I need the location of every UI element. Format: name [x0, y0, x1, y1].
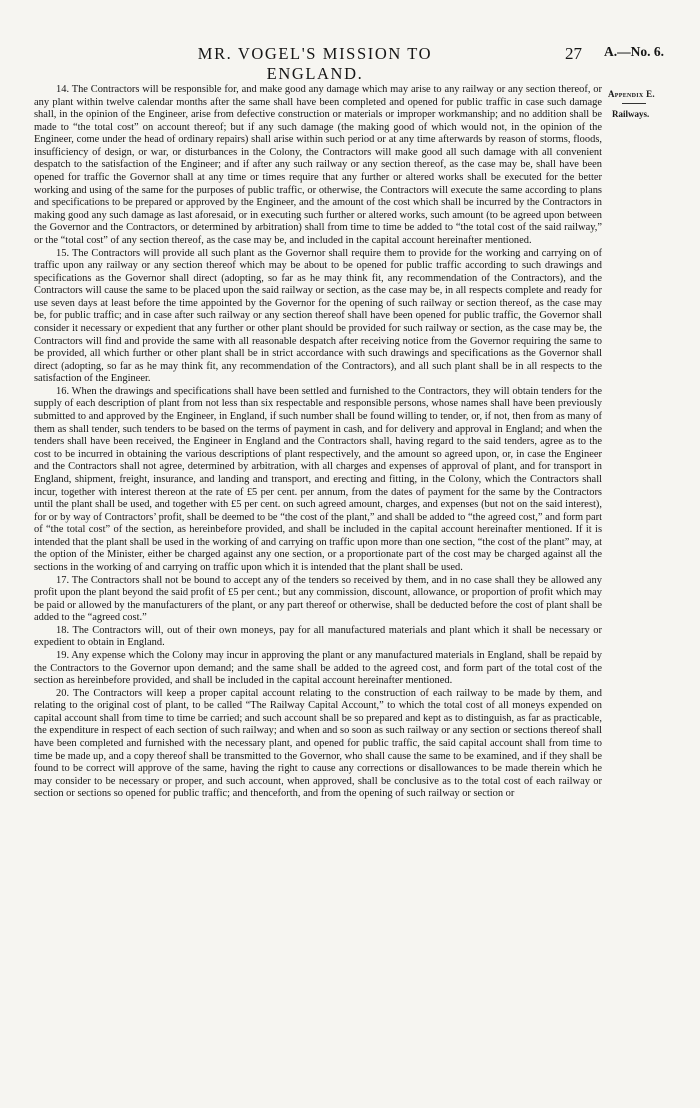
paragraph-18: 18. The Contractors will, out of their own moneys, pay for all manufactured materials and plant which it shall be necessary or expedient to obtain in England.	[34, 624, 602, 649]
paragraph-19: 19. Any expense which the Colony may incur in approving the plant or any manufactured materials in England, shall be repaid by the Contractors to the Governor upon demand; and the same shall be added to the agreed cost, and form part of the total cost of the section as hereinbefore provided, and shall be included in the capital account hereinafter mentioned.	[34, 650, 602, 687]
paragraph-14: 14. The Contractors will be responsible for, and make good any damage which may arise to any railway or any section thereof, or any plant within twelve calendar months after the same shall have been completed and opened for public traffic in case such damage shall, in the opinion of the Engineer, arise from defective construction or materials or improper workmanship; and no addition shall be made to “the total cost” on account thereof; but if any such damage (the making good of which would not, in the opinion of the Engineer, come under the head of ordinary repairs) shall arise within such period or at any time afterwards by reason of storms, floods, insufficiency of design, or war, or disturbances in the Colony, the Contractors will make good all such damage with all convenient despatch to the satisfaction of the Engineer; and if after any such railway or any section thereof, as the case may be, shall have been opened for traffic the Governor shall at any time or times require that any further or altered works shall be executed for the better working and using of the same for the purposes of public traffic, or otherwise, the Contractors will execute the same according to plans and specifications to be prepared or approved by the Engineer, and the amount of the cost which shall be incurred by the Contractors in making good any such damage as last aforesaid, or in executing such further or altered works, such amount (to be agreed upon between the Governor and the Contractors, or determined by arbitration) shall from time to time be added to “the total cost of the said railway,” or the “total cost” of any section thereof, as the case may be, and included in the capital account hereinafter mentioned.	[34, 84, 602, 246]
margin-note	[608, 88, 688, 120]
margin-note-rule	[622, 103, 646, 104]
paragraph-15: 15. The Contractors will provide all such plant as the Governor shall require them to provide for the working and carrying on of traffic upon any railway or any section thereof which may be about to be opened for public traffic according to such drawings and specifications as the Governor shall direct (adopting, so far as he may think fit, any recommendation of the Contractors), and the Contractors will cause the same to be placed upon the said railway or section, as the case may be, in all respects complete and ready for use seven days at least before the time appointed by the Governor for the opening of such railway or section thereof, as the case may be, for public traffic; and in case after such railway or any section thereof shall have been opened for public traffic, the Governor shall consider it necessary or expedient that any further or other plant should be provided for such railway or section, as the case may be, the Contractors will find and provide the same with all reasonable despatch after receiving notice from the Governor requiring the same to be provided, all which further or other plant shall be in strict accordance with such drawings and specifications as the Governor shall direct (adopting, so far as he may think fit, any recommendation of the Contractors), and all such plant shall be in all respects to the satisfaction of the Engineer.	[34, 247, 602, 385]
margin-note-subject: Railways.	[612, 109, 650, 119]
document-reference: A.—No. 6.	[604, 44, 664, 59]
page-header	[0, 44, 700, 83]
body-text	[34, 84, 602, 801]
paragraph-16: 16. When the drawings and specifications shall have been settled and furnished to the Contractors, they will obtain tenders for the supply of each description of plant from not less than six respectable and responsible persons, whose names shall have been previously submitted to and approved by the Engineer, in England, if such number shall be found willing to tender, or, if not, then from as many of them as shall tender, such tenders to be based on the terms of payment in cash, and for delivery and approval in England; and when the tenders shall have been received, the Engineer in England and the Contractors shall, having regard to the said tenders, agree as to the cost to be incurred in obtaining the various descriptions of plant respectively, and the amount so agreed upon, or, in case the Engineer and the Contractors shall not agree, determined by arbitration, with all charges and expenses of approval of plant, and for transport in England, shipment, freight, insurance, and landing and transport, and erecting and fitting, in the Colony, which the Contractors shall incur, together with interest thereon at the rate of £5 per cent. per annum, from the dates of payment for the same by the Contractors until the plant shall be used, and together with £5 per cent. on such agreed amount, charges, and expenses (but not on the said interest), for or by way of Contractors’ profit, shall be deemed to be “the cost of the plant,” and shall be added to “the agreed cost,” and form part of “the total cost” of the section, as hereinbefore provided, and shall be included in the capital account hereinafter mentioned. If it is intended that the plant shall be used in the working of and carrying on traffic upon more than one section, “the cost of the plant” may, at the option of the Minister, either be charged against any one section, or a proportionate part of the cost may be charged against all the sections in the working of and carrying on traffic upon which it is intended that the plant shall be used.	[34, 385, 602, 573]
running-title: MR. VOGEL'S MISSION TO ENGLAND.	[197, 44, 433, 83]
page-number: 27	[565, 44, 582, 63]
margin-note-appendix: Appendix E.	[608, 89, 655, 99]
paragraph-17: 17. The Contractors shall not be bound to accept any of the tenders so received by them, and in no case shall they be allowed any profit upon the plant beyond the said profit of £5 per cent.; but any commission, discount, allowance, or proportion of profit which may be paid or allowed by the manufacturers of the plant, or any part thereof or otherwise, shall be deducted before the cost of plant shall be added to the “agreed cost.”	[34, 574, 602, 624]
paragraph-20: 20. The Contractors will keep a proper capital account relating to the construction of each railway to be made by them, and relating to the original cost of plant, to be called “The Railway Capital Account,” to which the total cost of all moneys expended on capital account shall from time to time be carried; and such account shall be so prepared and kept as to distinguish, as far as practicable, the expenditure in respect of each section of such railway; and when and so soon as such railway or any section or sections thereof shall have been completed and furnished with the necessary plant, and opened for public traffic, the said capital account shall from time to time be made up, and a copy thereof shall be transmitted to the Governor, who shall cause the same to be examined, and if they shall be found to be correct will approve of the same, having the right to cause any corrections or disallowances to be made therein which he may consider to be necessary or proper, and such account, when approved, shall be conclusive as to the total cost of each railway or section or sections so opened for public traffic; and thenceforth, and from the opening of such railway or section or	[34, 687, 602, 800]
